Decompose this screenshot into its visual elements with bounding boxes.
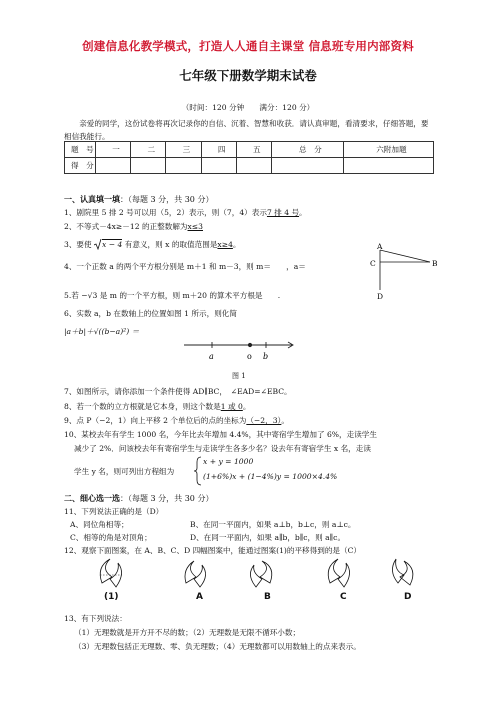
question-11: 11、下列说法正确的是（D） xyxy=(64,507,164,516)
pattern-a xyxy=(185,561,206,587)
question-7: 7、如图所示，请你添加一个条件使得 AD∥BC， ∠EAD=∠EBC。 xyxy=(64,387,292,396)
section2-title: 二、细心选一选 xyxy=(64,494,120,503)
question-10-line-1: 10、某校去年有学生 1000 名，今年比去年增加 4.4%，其中寄宿学生增加了 6%，走读学生 xyxy=(64,430,377,439)
pattern-d xyxy=(392,559,412,585)
figure-label-b: B xyxy=(432,259,438,268)
question-2-text: 2、不等式－4x≥－12 的正整数解为 xyxy=(64,222,188,231)
question-1-answer: 7 排 4 号 xyxy=(266,208,300,217)
table-cell xyxy=(236,158,271,174)
section1-heading xyxy=(64,194,213,205)
question-2 xyxy=(64,222,203,232)
figure-label-a: A xyxy=(377,242,383,251)
question-6-expression: |a＋b|＋√((b−a)²) ＝ xyxy=(64,327,140,336)
table-row xyxy=(65,158,434,174)
sqrt-radicand: x − 4 xyxy=(102,240,123,249)
question-1-text: 1、剧院里 5 排 2 号可以用（5，2）表示，则（7，4）表示 xyxy=(64,208,267,217)
question-11-option-d: D、在同一平面内，如果 a∥b，b∥c，则 a∥c。 xyxy=(190,533,346,542)
question-12: 12、观察下面图案，在 A、B、C、D 四幅图案中，能通过图案(1)的平移得到的是（C） xyxy=(64,546,362,555)
page-title: 七年级下册数学期末试卷 xyxy=(179,68,317,83)
question-9-answer: （−2，3） xyxy=(246,416,282,425)
table-cell: 得 分 xyxy=(65,158,96,174)
pattern-c xyxy=(328,559,349,587)
table-cell: 总 分 xyxy=(271,142,343,158)
pattern-label-b: B xyxy=(264,592,271,602)
question-3: 3、要使 x − 4 有意义，则 x 的取值范围是x≥4。 xyxy=(64,240,241,249)
figure-1-caption: 图 1 xyxy=(232,372,246,380)
table-cell xyxy=(166,158,201,174)
section2-note: ：（每题 3 分，共 30 分） xyxy=(120,494,214,503)
table-cell xyxy=(343,158,433,174)
question-8: 8、若一个数的立方根就是它本身，则这个数是1 或 0。 xyxy=(64,402,251,411)
pattern-figures xyxy=(92,557,422,593)
intro-text: 亲爱的同学，这份试卷将再次记录你的自信、沉着、智慧和收获．请认真审题，看清要求，仔细答题，要相信我能行。 xyxy=(64,119,429,141)
score-table xyxy=(64,141,434,174)
question-6: 6、实数 a，b 在数轴上的位置如图 1 所示，则化简 xyxy=(64,309,237,318)
question-11-option-b: B、在同一平面内，如果 a⊥b，b⊥c，则 a⊥c。 xyxy=(190,520,356,529)
question-8-text: 8、若一个数的立方根就是它本身，则这个数是 xyxy=(64,402,221,411)
table-cell: 五 xyxy=(236,142,271,158)
question-3-text-a: 3、要使 xyxy=(64,240,92,249)
pattern-b xyxy=(250,561,271,587)
section2-heading xyxy=(64,493,213,504)
table-cell xyxy=(201,158,236,174)
brace-icon xyxy=(194,456,202,486)
table-cell xyxy=(131,158,166,174)
number-line-origin xyxy=(248,343,251,346)
section1-note: ：（每题 3 分，共 30 分） xyxy=(120,195,214,204)
figure-adbc xyxy=(368,240,448,302)
table-cell xyxy=(96,158,131,174)
question-5: 5.若 −√3 是 m 的一个平方根，则 m＋20 的算术平方根是 . xyxy=(64,291,281,300)
figure-label-c: C xyxy=(370,259,376,268)
banner: 创建信息化教学模式，打造人人通自主课堂 信息班专用内部资料 xyxy=(82,39,414,53)
figure-label-d: D xyxy=(377,292,384,301)
question-2-answer: x≤3 xyxy=(187,222,203,231)
equation-2: (1+6%)x + (1−4%)y = 1000×4.4% xyxy=(203,472,338,481)
table-cell xyxy=(271,158,343,174)
pattern-label-1: (1) xyxy=(104,592,119,602)
pattern-label-c: C xyxy=(340,592,347,602)
question-8-answer: 1 或 0 xyxy=(220,402,243,411)
figure-line-ab xyxy=(380,250,430,262)
question-13-line-1: （1）无理数就是开方开不尽的数；（2）无理数是无限不循环小数； xyxy=(74,628,301,637)
exam-info: （时间：120 分钟 满分：120 分） xyxy=(181,103,315,112)
table-cell: 二 xyxy=(131,142,166,158)
sqrt-symbol-icon xyxy=(94,239,102,250)
table-cell: 一 xyxy=(96,142,131,158)
pattern-label-d: D xyxy=(404,592,412,602)
question-10-line-2: 减少了 2%．问该校去年有寄宿学生与走读学生各多少名？设去年有寄宿学生 x 名，走读 xyxy=(74,444,371,453)
question-13-line-2: （3）无理数包括正无理数、零、负无理数；（4）无理数都可以用数轴上的点来表示。 xyxy=(74,642,361,651)
number-line-label-b: b xyxy=(263,352,269,361)
number-line-figure xyxy=(180,338,300,368)
number-line-label-o: o xyxy=(247,352,252,361)
question-3-answer: x≥4 xyxy=(217,240,233,249)
table-cell: 六附加题 xyxy=(343,142,433,158)
table-cell: 四 xyxy=(201,142,236,158)
table-cell: 三 xyxy=(166,142,201,158)
question-4: 4、一个正数 a 的两个平方根分别是 m＋1 和 m－3，则 m＝ ，a＝ xyxy=(64,262,306,271)
question-11-option-a: A、同位角相等； xyxy=(70,520,129,529)
pattern-label-a: A xyxy=(196,592,203,602)
sqrt-expression xyxy=(94,240,122,250)
pattern-1 xyxy=(100,559,122,587)
table-row xyxy=(65,142,434,158)
section1-title: 一、认真填一填 xyxy=(64,195,120,204)
number-line-label-a: a xyxy=(209,352,214,361)
question-9-text: 9、点 P（−2，1）向上平移 2 个单位后的点的坐标为 xyxy=(64,416,247,425)
question-10-line-3: 学生 y 名，则可列出方程组为 xyxy=(74,467,175,476)
table-cell: 题 号 xyxy=(65,142,96,158)
equation-1: x + y = 1000 xyxy=(203,457,254,466)
question-3-text-b: 有意义，则 x 的取值范围是 xyxy=(124,240,218,249)
question-1: 1、剧院里 5 排 2 号可以用（5，2）表示，则（7，4）表示7 排 4 号。 xyxy=(64,208,307,217)
question-11-option-c: C、相等的角是对顶角； xyxy=(70,533,152,542)
question-9: 9、点 P（−2，1）向上平移 2 个单位后的点的坐标为（−2，3）。 xyxy=(64,416,289,425)
question-13: 13、有下列说法： xyxy=(64,614,127,623)
